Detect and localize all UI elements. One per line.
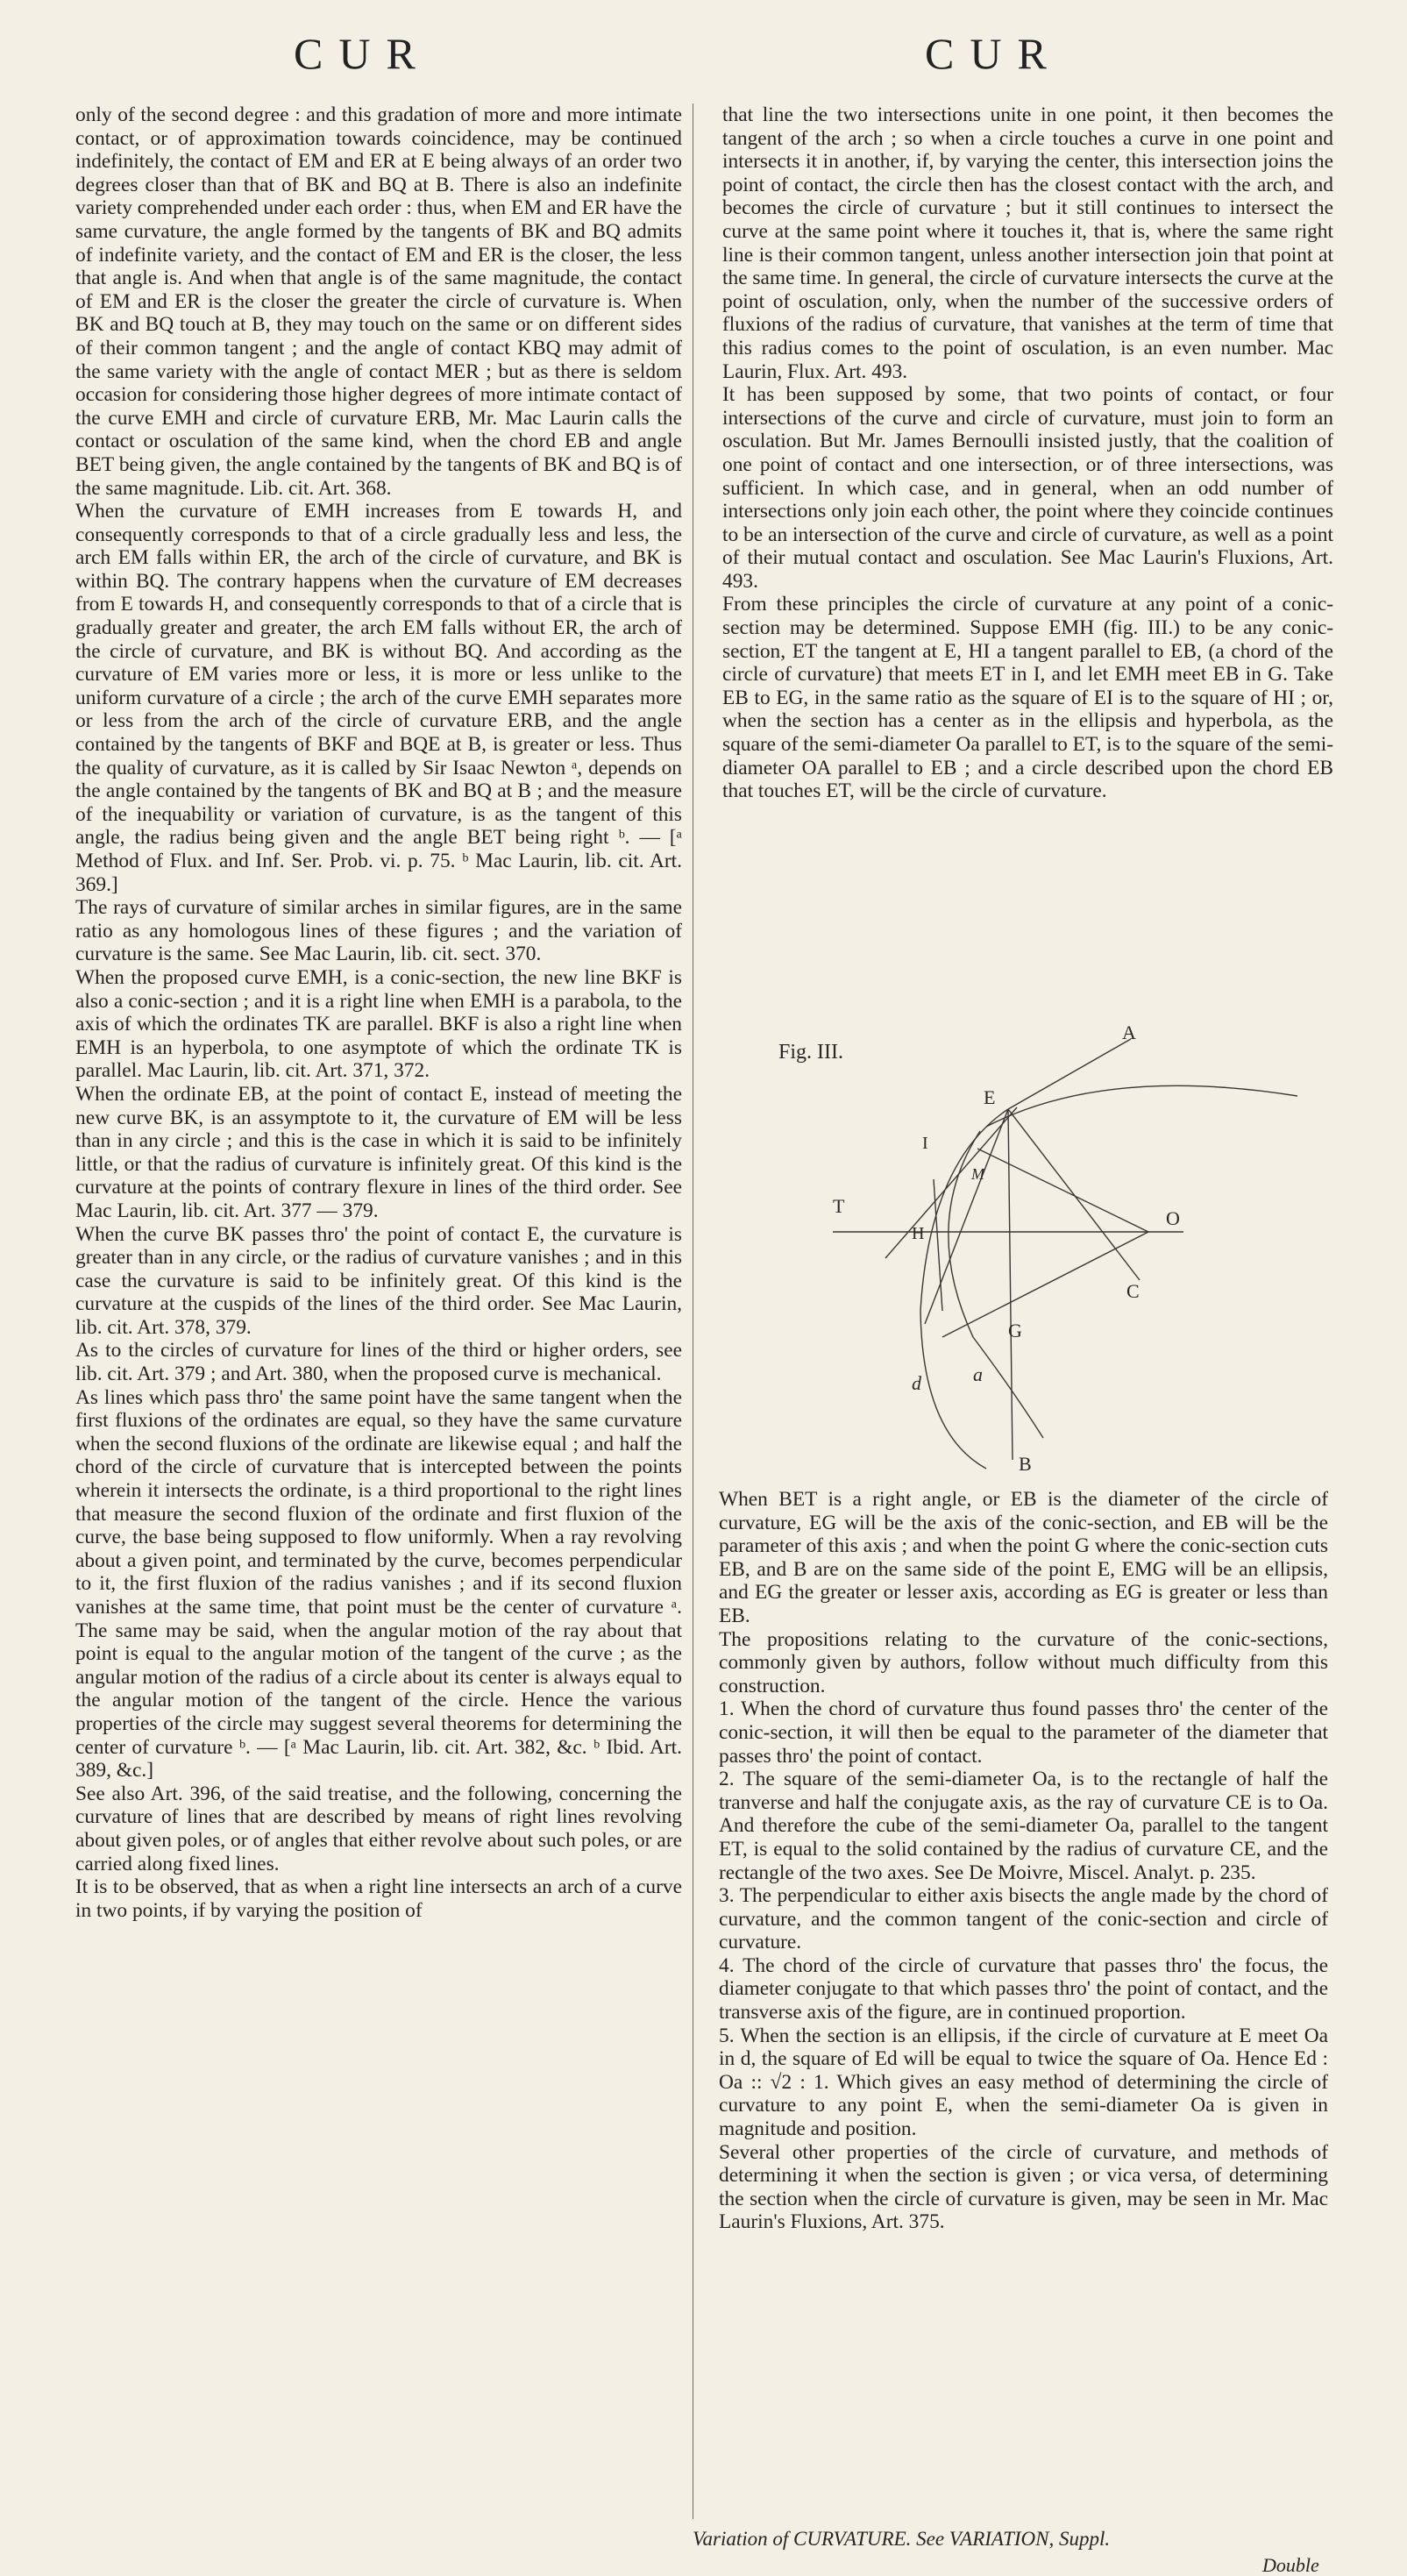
label-I: I <box>922 1134 928 1153</box>
radius-ec <box>1008 1109 1140 1280</box>
conic-lower-curve <box>949 1131 1043 1438</box>
paragraph: The propositions relating to the curvature of the conic-sections, commonly given by authors, follow without much difficulty from this construction. <box>719 1627 1328 1697</box>
line-od <box>942 1232 1148 1337</box>
line-ed <box>925 1109 1008 1324</box>
label-B: B <box>1019 1453 1032 1475</box>
paragraph: As lines which pass thro' the same point have the same tangent when the first fluxions of the ordinates are equal, so they have the same curvature when the second fluxions of the ordinate are likewise equal ; and half the chord of the circle of curvature that is intercepted between the points wherein it intersects the ordinate, is a third proportional to the right lines that measure the second fluxion of the ordinate and first fluxion of the curve, the base being supposed to flow uniformly. When a ray revolving about a given point, and terminated by the curve, becomes perpendicular to it, the first fluxion of the radius vanishes ; and if its second fluxion vanishes at the same time, that point must be the center of curvature ᵃ. The same may be said, when the angular motion of the ray about that point is equal to the angular motion of the tangent of the curve ; as the angular motion of the radius of a circle about its center is always equal to the angular motion of the tangent of the circle. Hence the various properties of the circle may suggest several theorems for determining the center of curvature ᵇ. — [ᵃ Mac Laurin, lib. cit. Art. 382, &c. ᵇ Ibid. Art. 389, &c.] <box>75 1385 682 1783</box>
paragraph: When the ordinate EB, at the point of contact E, instead of meeting the new curve BK, is an assymptote to it, the curvature of EM will be less than in any circle ; and this is the case in which it is said to be infinitely little, or that the radius of curvature is infinitely great. Of this kind is the curvature at the points of contrary flexure in lines of the third order. See Mac Laurin, lib. cit. Art. 377 — 379. <box>75 1082 682 1222</box>
conic-section-curve <box>986 1085 1297 1127</box>
paragraph: It is to be observed, that as when a right line intersects an arch of a curve in two points, if by varying the position of <box>75 1875 682 1922</box>
figure-iii <box>771 1021 1332 1477</box>
label-M: M <box>971 1165 984 1183</box>
left-column <box>75 103 682 2523</box>
paragraph: As to the circles of curvature for lines of the third or higher orders, see lib. cit. Art. 379 ; and Art. 380, when the proposed curve is mechanical. <box>75 1339 682 1386</box>
paragraph: Several other properties of the circle of curvature, and methods of determining it when the section is given ; or vica versa, of determining the section when the circle of curvature is given, may be seen in Mr. Mac Laurin's Fluxions, Art. 375. <box>719 2140 1328 2234</box>
label-C: C <box>1126 1280 1140 1302</box>
circle-of-curvature-arc <box>920 1109 1008 1469</box>
footer-cross-reference: Variation of CURVATURE. See VARIATION, Suppl. <box>693 2528 1111 2550</box>
paragraph: that line the two intersections unite in one point, it then becomes the tangent of the arch ; so when a circle touches a curve in one point and intersects it in another, if, by varying the center, this intersection joins the point of contact, the circle then has the closest contact with the arch, and becomes the circle of curvature ; but it still continues to intersect the curve at the same point where it touches it, that is, where the same right line is their common tangent, unless another intersection join that point at the same time. In general, the circle of curvature intersects the curve at the point of osculation, only, when the number of the successive orders of fluxions of the radius of curvature, that vanishes at the term of time that this radius comes to the point of osculation, is an even number. Mac Laurin, Flux. Art. 493. <box>722 103 1333 383</box>
paragraph: When BET is a right angle, or EB is the diameter of the circle of curvature, EG will be the axis of the conic-section, and EB will be the parameter of this axis ; and when the point G where the conic-section cuts EB, and B are on the same side of the point E, EMG will be an ellipsis, and EG the greater or lesser axis, according as EG is greater or less than EB. <box>719 1488 1328 1627</box>
label-H: H <box>912 1224 925 1243</box>
label-A: A <box>1122 1021 1136 1043</box>
paragraph: From these principles the circle of curvature at any point of a conic-section may be determined. Suppose EMH (fig. III.) to be any conic-section, ET the tangent at E, HI a tangent parallel to EB, (a chord of the circle of curvature) that meets ET in I, and let EMH meet EB in G. Take EB to EG, in the same ratio as the square of EI is to the square of HI ; or, when the section has a center as in the ellipsis and hyperbola, as the square of the semi-diameter Oa parallel to ET, is to the square of the semi-diameter OA parallel to EB ; and a circle described upon the chord EB that touches ET, will be the circle of curvature. <box>722 593 1333 803</box>
paragraph: When the curvature of EMH increases from E towards H, and consequently corresponds to that of a circle gradually less and less, the arch EM falls within ER, the arch of the circle of curvature, and BK is within BQ. The contrary happens when the curvature of EM decreases from E towards H, and consequently corresponds to that of a circle that is gradually greater and greater, the arch EM falls without ER, the arch of the circle of curvature, and BK is without BQ. And according as the curvature of EM varies more or less, it is more or less unlike to the uniform curvature of a circle ; the arch of the curve EMH separates more or less from the arch of the circle of curvature ERB, and the angle contained by the tangents of BKF and BQE at B, is greater or less. Thus the quality of curvature, as it is called by Sir Isaac Newton ᵃ, depends on the angle contained by the tangents of BK and BQ at B ; and the measure of the inequability or variation of curvature, is as the tangent of this angle, the radius being given and the angle BET being right ᵇ. — [ᵃ Method of Flux. and Inf. Ser. Prob. vi. p. 75. ᵇ Mac Laurin, lib. cit. Art. 369.] <box>75 500 682 896</box>
running-head-right: CUR <box>925 29 1062 78</box>
paragraph: See also Art. 396, of the said treatise, and the following, concerning the curvature of lines that are described by means of right lines revolving about given poles, or of angles that either revolve about such poles, or are carried along fixed lines. <box>75 1782 682 1875</box>
chord-eb <box>1008 1109 1013 1460</box>
figure-caption: Fig. III. <box>778 1041 843 1064</box>
paragraph: 1. When the chord of curvature thus found passes thro' the center of the conic-section, it will then be equal to the parameter of the diameter that passes thro' the point of contact. <box>719 1697 1328 1768</box>
label-O: O <box>1166 1207 1180 1229</box>
line-ea <box>1008 1039 1131 1109</box>
paragraph: It has been supposed by some, that two points of contact, or four intersections of the curve and circle of curvature, must join to form an osculation. But Mr. James Bernoulli insisted justly, that the coalition of one point of contact and one intersection, or of three intersections, was sufficient. In which case, and in general, when an odd number of intersections only join each other, the point where they coincide continues to be an intersection of the curve and circle of curvature, as well as a point of their mutual contact and osculation. See Mac Laurin's Fluxions, Art. 493. <box>722 383 1333 593</box>
label-E: E <box>984 1086 996 1108</box>
paragraph: only of the second degree : and this gradation of more and more intimate contact, or of approximation towards coincidence, may be continued indefinitely, the contact of EM and ER at E being always of an order two degrees closer than that of BK and BQ at B. There is also an indefinite variety comprehended under each order : thus, when EM and ER have the same curvature, the angle formed by the tangents of BK and BQ admits of indefinite variety, and the contact of EM and ER is the closer, the less that angle is. And when that angle is of the same magnitude, the contact of EM and ER is the closer the greater the circle of curvature is. When BK and BQ touch at B, they may touch on the same or on different sides of their common tangent ; and the angle of contact KBQ may admit of the same variety with the angle of contact MER ; but as there is seldom occasion for considering those higher degrees of more intimate contact of the curve EMH and circle of curvature ERB, Mr. Mac Laurin calls the contact or osculation of the same kind, when the chord EB and angle BET being given, the angle contained by the tangents of BK and BQ is of the same magnitude. Lib. cit. Art. 368. <box>75 103 682 500</box>
label-a: a <box>973 1363 983 1385</box>
line-om <box>977 1149 1148 1232</box>
geometry-diagram <box>771 1021 1332 1477</box>
tangent-line-et <box>885 1107 1017 1258</box>
paragraph: When the proposed curve EMH, is a conic-section, the new line BKF is also a conic-section ; and it is a right line when EMH is a parabola, to the axis of which the ordinates TK are parallel. BKF is also a right line when EMH is an hyperbola, to one asymptote of which the ordinate TK is parallel. Mac Laurin, lib. cit. Art. 371, 372. <box>75 965 682 1083</box>
paragraph: 3. The perpendicular to either axis bisects the angle made by the chord of curvature, and the common tangent of the conic-section and circle of curvature. <box>719 1884 1328 1954</box>
right-column-bottom <box>719 1488 1328 2444</box>
paragraph: 5. When the section is an ellipsis, if the circle of curvature at E meet Oa in d, the square of Ed will be equal to twice the square of Oa. Hence Ed : Oa :: √2 : 1. Which gives an easy method of determining the circle of curvature to any point E, when the semi-diameter Oa is given in magnitude and position. <box>719 2024 1328 2141</box>
label-G: G <box>1008 1320 1022 1341</box>
right-column-top <box>722 103 1333 998</box>
running-head-left: CUR <box>294 29 431 78</box>
paragraph: The rays of curvature of similar arches in similar figures, are in the same ratio as any homologous lines of these figures ; and the variation of curvature is the same. See Mac Laurin, lib. cit. sect. 370. <box>75 896 682 966</box>
paragraph: When the curve BK passes thro' the point of contact E, the curvature is greater than in any circle, or the radius of curvature vanishes ; and in this case the curvature is said to be infinitely great. Of this kind is the curvature at the cuspids of the lines of the third order. See Mac Laurin, lib. cit. Art. 378, 379. <box>75 1222 682 1339</box>
catchword: Double <box>1262 2554 1319 2576</box>
label-d: d <box>912 1372 921 1394</box>
label-T: T <box>833 1195 845 1217</box>
paragraph: 2. The square of the semi-diameter Oa, is to the rectangle of half the tranverse and half the conjugate axis, as the ray of curvature CE is to Oa. And therefore the cube of the semi-diameter Oa, parallel to the tangent ET, is equal to the solid contained by the radius of curvature CE, and the rectangle of the two axes. See De Moivre, Miscel. Analyt. p. 235. <box>719 1768 1328 1884</box>
paragraph: 4. The chord of the circle of curvature that passes thro' the focus, the diameter conjugate to that which passes thro' the point of contact, and the transverse axis of the figure, are in continued proportion. <box>719 1953 1328 2025</box>
